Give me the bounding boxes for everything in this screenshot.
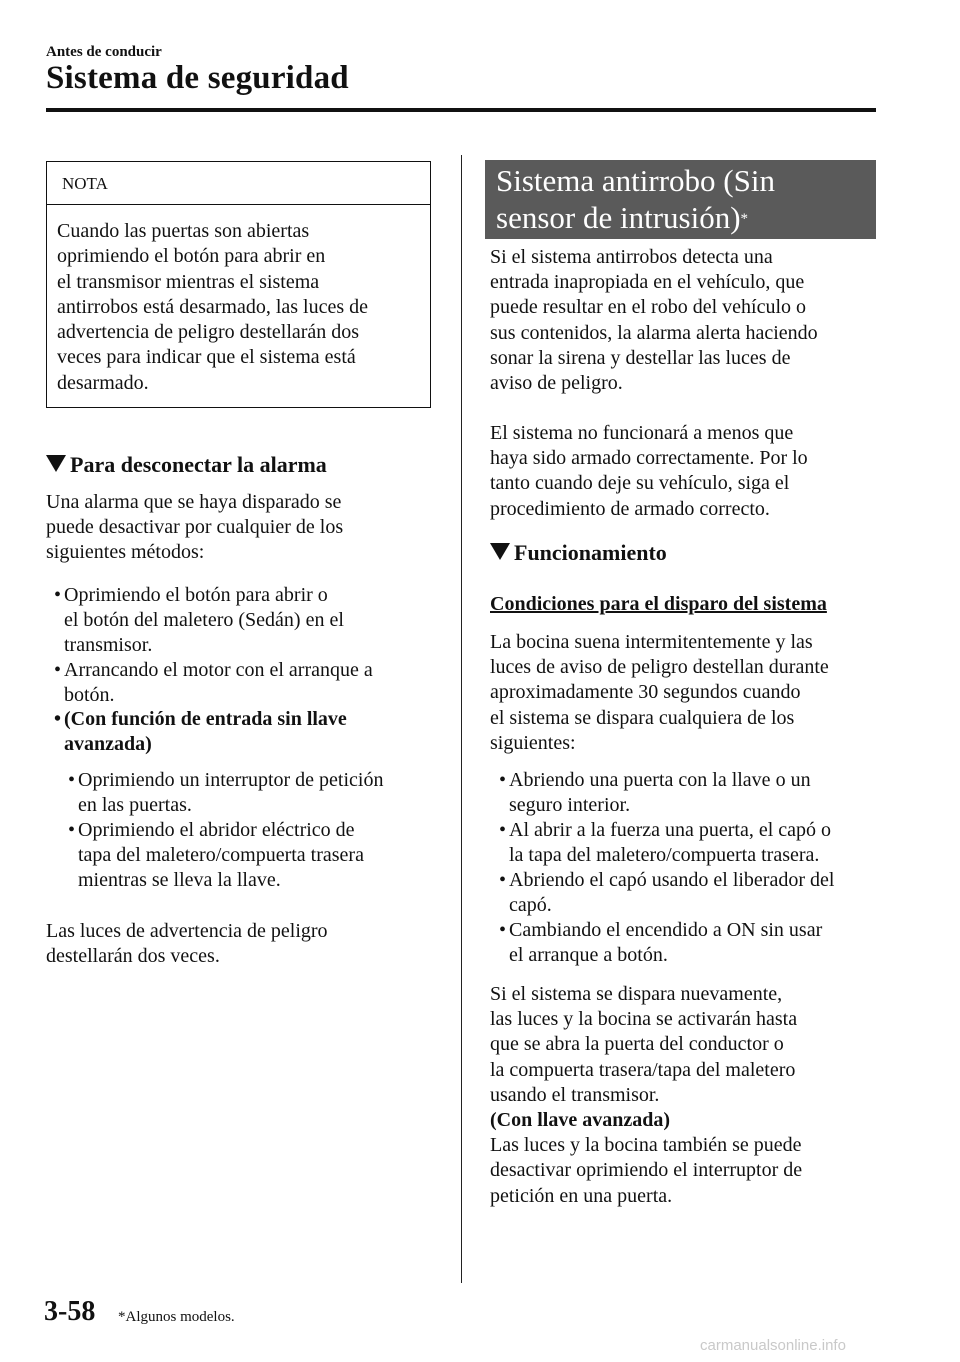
list-item xyxy=(54,707,434,757)
bullet-dot-icon: • xyxy=(68,769,76,791)
text-line: aviso de peligro. xyxy=(490,372,623,395)
footnote-star: * xyxy=(740,211,749,227)
bullet-dot-icon: • xyxy=(499,869,507,891)
subheading-text: Funcionamiento xyxy=(514,540,667,565)
text-line: la compuerta trasera/tapa del maletero xyxy=(490,1058,796,1081)
text-line: aproximadamente 30 segundos cuando xyxy=(490,681,801,704)
text-line: (Con función de entrada sin llave xyxy=(64,708,347,730)
text-line: Oprimiendo el abridor eléctrico de xyxy=(78,819,355,841)
note-line: advertencia de peligro destellarán dos xyxy=(57,321,360,344)
text-line: Al abrir a la fuerza una puerta, el capó o xyxy=(509,819,832,841)
section-title xyxy=(496,162,775,236)
note-header xyxy=(47,162,430,205)
text-line: entrada inapropiada en el vehículo, que xyxy=(490,271,805,294)
text-line: Si el sistema se dispara nuevamente, xyxy=(490,983,783,1005)
section-title-line xyxy=(496,199,775,236)
list-item xyxy=(499,768,879,818)
bullet-dot-icon: • xyxy=(54,659,62,681)
note-heading: NOTA xyxy=(62,174,108,193)
footnote: *Algunos modelos. xyxy=(118,1309,235,1325)
triangle-bullet-icon xyxy=(46,455,66,472)
bullet-dot-icon: • xyxy=(499,819,507,841)
text-line: transmisor. xyxy=(64,634,153,657)
text-line: Oprimiendo el botón para abrir o xyxy=(64,584,328,606)
text-line: haya sido armado correctamente. Por lo xyxy=(490,447,808,470)
text-line: El sistema no funcionará a menos que xyxy=(490,422,794,444)
text-line: siguientes: xyxy=(490,731,576,754)
sub-list-item xyxy=(68,768,438,818)
text-line: siguientes métodos: xyxy=(46,541,205,564)
text-line: seguro interior. xyxy=(509,794,631,817)
chapter-label: Antes de conducir xyxy=(46,44,162,60)
text-line: la tapa del maletero/compuerta trasera. xyxy=(509,844,820,867)
text-line: luces de aviso de peligro destellan durante xyxy=(490,656,829,679)
sub-list-item xyxy=(68,818,438,894)
subheading-disconnect-alarm xyxy=(46,452,327,478)
bullet-dot-icon: • xyxy=(499,769,507,791)
subheading-operation xyxy=(490,540,667,566)
text-line: destellarán dos veces. xyxy=(46,945,220,968)
bullet-dot-icon: • xyxy=(54,708,62,730)
watermark: carmanualsonline.info xyxy=(700,1337,846,1354)
right-para-1 xyxy=(490,245,880,396)
text-line: Arrancando el motor con el arranque a xyxy=(64,659,373,681)
text-line: el botón del maletero (Sedán) en el xyxy=(64,609,344,632)
text-line: procedimiento de armado correcto. xyxy=(490,497,770,520)
bullet-dot-icon: • xyxy=(68,819,76,841)
column-divider xyxy=(461,155,462,1283)
section-title-box xyxy=(485,160,876,239)
text-line: Cambiando el encendido a ON sin usar xyxy=(509,919,823,941)
text-line: el arranque a botón. xyxy=(509,944,668,967)
right-para-2 xyxy=(490,421,880,522)
text-line: La bocina suena intermitentemente y las xyxy=(490,631,813,653)
text-line: puede resultar en el robo del vehículo o xyxy=(490,296,806,319)
text-line: tapa del maletero/compuerta trasera xyxy=(78,844,364,867)
text-line: las luces y la bocina se activarán hasta xyxy=(490,1008,798,1031)
text-line: botón. xyxy=(64,684,115,707)
text-line: puede desactivar por cualquier de los xyxy=(46,516,344,539)
text-line: usando el transmisor. xyxy=(490,1083,660,1106)
text-line: mientras se lleva la llave. xyxy=(78,869,281,892)
section-title-line: Sistema antirrobo (Sin xyxy=(496,163,775,198)
text-line: Si el sistema antirrobos detecta una xyxy=(490,246,773,268)
list-item xyxy=(499,918,879,968)
text-line: desactivar oprimiendo el interruptor de xyxy=(490,1159,803,1182)
note-line: veces para indicar que el sistema está xyxy=(57,346,356,369)
list-item xyxy=(499,818,879,868)
text-line: Las luces de advertencia de peligro xyxy=(46,920,328,942)
text-line: sonar la sirena y destellar las luces de xyxy=(490,346,791,369)
text-line: Abriendo el capó usando el liberador del xyxy=(509,869,835,891)
right-para-4 xyxy=(490,982,880,1209)
text-line: Abriendo una puerta con la llave o un xyxy=(509,769,811,791)
text-line: sus contenidos, la alarma alerta haciendo xyxy=(490,321,818,344)
note-body xyxy=(57,219,427,396)
page-number: 3-58 xyxy=(44,1296,96,1327)
list-item xyxy=(499,868,879,918)
underlined-heading: Condiciones para el disparo del sistema xyxy=(490,593,827,615)
text-line: en las puertas. xyxy=(78,794,192,817)
note-line: Cuando las puertas son abiertas xyxy=(57,220,310,242)
text-line: tanto cuando deje su vehículo, siga el xyxy=(490,472,790,495)
bold-label: (Con llave avanzada) xyxy=(490,1109,670,1132)
text-line: Una alarma que se haya disparado se xyxy=(46,491,342,513)
left-intro xyxy=(46,490,446,566)
left-closing xyxy=(46,919,446,969)
section-title-text: sensor de intrusión) xyxy=(496,200,741,235)
note-box xyxy=(46,161,431,408)
text-line: el sistema se dispara cualquiera de los xyxy=(490,706,795,729)
text-line: petición en una puerta. xyxy=(490,1184,673,1207)
list-item xyxy=(54,583,434,659)
text-line: Oprimiendo un interruptor de petición xyxy=(78,769,384,791)
note-line: antirrobos está desarmado, las luces de xyxy=(57,295,369,318)
list-item xyxy=(54,658,434,708)
subheading-text: Para desconectar la alarma xyxy=(70,452,327,477)
bullet-dot-icon: • xyxy=(54,584,62,606)
page-title: Sistema de seguridad xyxy=(46,60,349,96)
triangle-bullet-icon xyxy=(490,543,510,560)
note-line: oprimiendo el botón para abrir en xyxy=(57,245,326,268)
header-rule xyxy=(46,108,876,112)
text-line: avanzada) xyxy=(64,733,152,756)
note-line: desarmado. xyxy=(57,371,149,394)
text-line: capó. xyxy=(509,894,552,917)
text-line: Las luces y la bocina también se puede xyxy=(490,1134,802,1157)
bullet-dot-icon: • xyxy=(499,919,507,941)
note-line: el transmisor mientras el sistema xyxy=(57,270,320,293)
right-para-3 xyxy=(490,630,880,756)
text-line: que se abra la puerta del conductor o xyxy=(490,1033,784,1056)
